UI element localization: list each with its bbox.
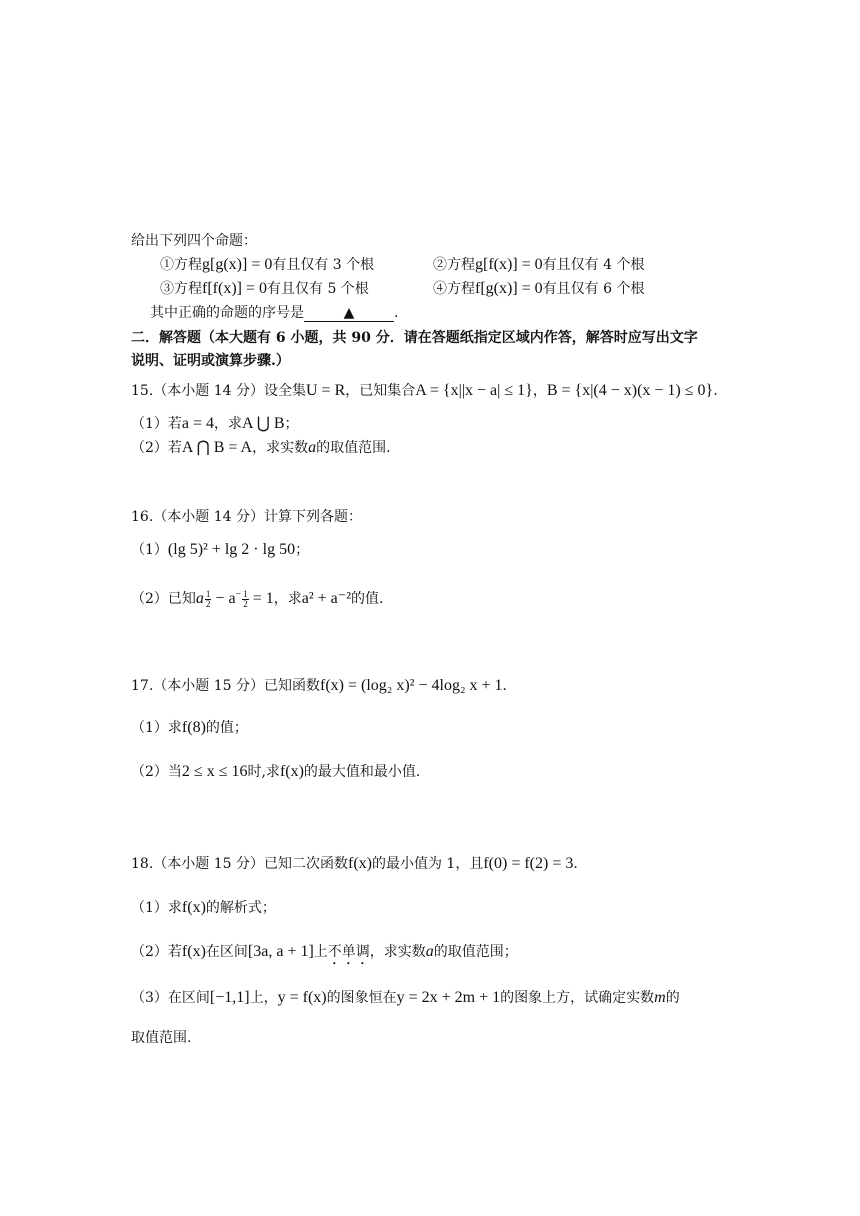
proposition-2: ②方程g[f(x)] = 0有且仅有 4 个根 bbox=[433, 256, 645, 273]
question-17-part-2: （2）当2 ≤ x ≤ 16时,求f(x)的最大值和最小值. bbox=[131, 763, 421, 780]
question-18-part-1: （1）求f(x)的解析式； bbox=[131, 899, 276, 916]
question-15-part-1: （1）若a = 4，求A ⋃ B； bbox=[131, 415, 299, 432]
section-heading-line-1: 二．解答题（本大题有 6 小题，共 90 分．请在答题纸指定区域内作答，解答时应写出文字 bbox=[131, 330, 698, 346]
answer-blank bbox=[304, 305, 394, 322]
proposition-3: ③方程f[f(x)] = 0有且仅有 5 个根 bbox=[160, 280, 369, 297]
question-15-part-2: （2）若A ⋂ B = A，求实数a的取值范围. bbox=[131, 439, 391, 456]
answer-line: 其中正确的命题的序号是 ▲ . bbox=[150, 305, 399, 321]
proposition-1: ①方程g[g(x)] = 0有且仅有 3 个根 bbox=[160, 256, 375, 273]
question-17-part-1: （1）求f(8)的值； bbox=[131, 719, 248, 736]
question-16-stem: 16.（本小题 14 分）计算下列各题： bbox=[131, 509, 362, 525]
section-heading-line-2: 说明、证明或演算步骤.） bbox=[131, 353, 290, 369]
proposition-4: ④方程f[g(x)] = 0有且仅有 6 个根 bbox=[433, 280, 645, 297]
triangle-icon: ▲ bbox=[343, 305, 355, 321]
question-18-part-2: （2）若f(x)在区间[3a, a + 1]上不单调，求实数a的取值范围； bbox=[131, 943, 518, 960]
question-18-part-3-continued: 取值范围. bbox=[131, 1030, 192, 1046]
emphasis-not-monotonic: 不单调 bbox=[327, 944, 370, 960]
question-17-stem: 17.（本小题 15 分）已知函数f(x) = (log₂ x)² − 4log₂ x + 1. bbox=[131, 677, 507, 694]
question-18-stem: 18.（本小题 15 分）已知二次函数f(x)的最小值为 1，且f(0) = f(2) = 3. bbox=[131, 855, 578, 872]
question-18-part-3: （3）在区间[−1,1]上，y = f(x)的图象恒在y = 2x + 2m + 1的图象上方，试确定实数m的 bbox=[131, 989, 680, 1006]
propositions-heading: 给出下列四个命题： bbox=[131, 233, 257, 249]
question-15-stem: 15.（本小题 14 分）设全集U = R，已知集合A = {x||x − a| ≤ 1}，B = {x|(4 − x)(x − 1) ≤ 0}. bbox=[131, 382, 718, 399]
question-16-part-2: （2）已知a $\frac{1}{2}$ − a− $\frac{1}{2}$ = 1，求a² + a⁻²的值. bbox=[131, 588, 384, 609]
question-16-part-1: （1）(lg 5)² + lg 2 · lg 50； bbox=[131, 541, 310, 558]
